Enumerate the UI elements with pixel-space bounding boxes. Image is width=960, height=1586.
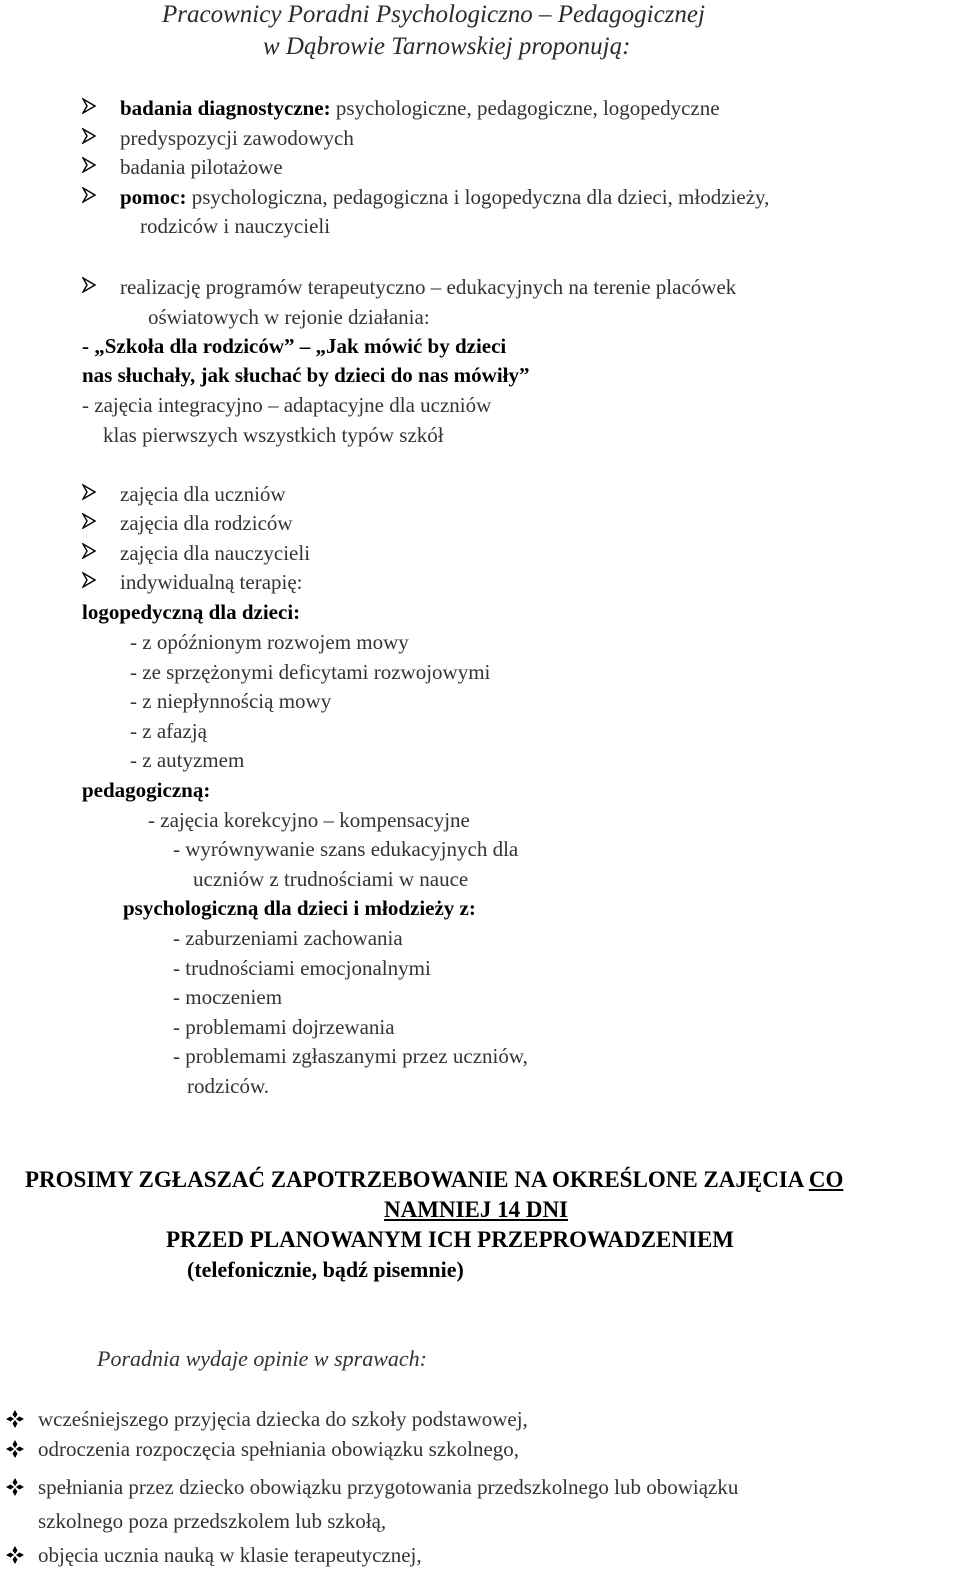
notice-line-3: PRZED PLANOWANYM ICH PRZEPROWADZENIEM: [166, 1227, 734, 1252]
classes-students: zajęcia dla uczniów: [120, 482, 286, 506]
diamond-bullet-icon: [6, 1478, 24, 1496]
integration-line-2: klas pierwszych wszystkich typów szkół: [103, 423, 444, 447]
header-line-2: w Dąbrowie Tarnowskiej proponują:: [263, 33, 631, 60]
offer-programs-line-2: oświatowych w rejonie działania:: [148, 305, 430, 329]
speech-item: - ze sprzężonymi deficytami rozwojowymi: [130, 660, 491, 684]
offer-diagnostic-label: badania diagnostyczne:: [120, 96, 331, 120]
speech-item: - z niepłynnością mowy: [130, 689, 332, 713]
speech-item: - z afazją: [130, 719, 207, 743]
speech-item: - z autyzmem: [130, 748, 245, 772]
notice-line-1-underlined: CO: [808, 1167, 844, 1192]
pedagogical-item: - wyrównywanie szans edukacyjnych dla: [173, 837, 519, 861]
arrow-bullet-icon: [82, 484, 96, 500]
arrow-bullet-icon: [82, 157, 96, 173]
arrow-bullet-icon: [82, 572, 96, 588]
offer-diagnostic: [120, 95, 720, 121]
integration-line-1: - zajęcia integracyjno – adaptacyjne dla uczniów: [82, 393, 492, 417]
psychological-item: - zaburzeniami zachowania: [173, 926, 403, 950]
offer-help: [120, 184, 769, 210]
arrow-bullet-icon: [82, 98, 96, 114]
pedagogical-item-cont: uczniów z trudnościami w nauce: [193, 867, 469, 891]
offer-help-label: pomoc:: [120, 185, 187, 209]
psychological-heading: psychologiczną dla dzieci i młodzieży z:: [123, 896, 476, 920]
arrow-bullet-icon: [82, 128, 96, 144]
psychological-item-cont: rodziców.: [187, 1074, 270, 1098]
pedagogical-heading: pedagogiczną:: [82, 778, 211, 802]
notice-line-4: (telefonicznie, bądź pisemnie): [187, 1257, 464, 1282]
diamond-bullet-icon: [6, 1546, 24, 1564]
pedagogical-item: - zajęcia korekcyjno – kompensacyjne: [148, 808, 470, 832]
classes-parents: zajęcia dla rodziców: [120, 511, 293, 535]
diamond-bullet-icon: [6, 1440, 24, 1458]
classes-teachers: zajęcia dla nauczycieli: [120, 541, 311, 565]
offer-programs-line-1: realizację programów terapeutyczno – edukacyjnych na terenie placówek: [120, 275, 737, 299]
opinion-item: objęcia ucznia nauką w klasie terapeutycznej,: [38, 1543, 422, 1567]
arrow-bullet-icon: [82, 277, 96, 293]
opinion-item: odroczenia rozpoczęcia spełniania obowiązku szkolnego,: [38, 1437, 520, 1461]
psychological-item: - moczeniem: [173, 985, 283, 1009]
offer-help-cont: rodziców i nauczycieli: [140, 214, 331, 238]
offer-career: predyspozycji zawodowych: [120, 126, 354, 150]
arrow-bullet-icon: [82, 543, 96, 559]
opinion-item-cont: szkolnego poza przedszkolem lub szkołą,: [38, 1509, 387, 1533]
school-for-parents-line-1: - „Szkoła dla rodziców” – „Jak mówić by dzieci: [82, 334, 507, 358]
psychological-item: - problemami zgłaszanymi przez uczniów,: [173, 1044, 528, 1068]
header-line-1: Pracownicy Poradni Psychologiczno – Pedagogicznej: [162, 1, 705, 28]
offer-diagnostic-text: psychologiczne, pedagogiczne, logopedyczne: [330, 96, 720, 120]
opinion-item: spełniania przez dziecko obowiązku przygotowania przedszkolnego lub obowiązku: [38, 1475, 739, 1499]
offer-help-text: psychologiczna, pedagogiczna i logopedyczna dla dzieci, młodzieży,: [186, 185, 770, 209]
notice-line-1-text: PROSIMY ZGŁASZAĆ ZAPOTRZEBOWANIE NA OKREŚLONE ZAJĘCIA: [25, 1167, 809, 1192]
speech-item: - z opóźnionym rozwojem mowy: [130, 630, 409, 654]
arrow-bullet-icon: [82, 187, 96, 203]
classes-therapy: indywidualną terapię:: [120, 570, 303, 594]
school-for-parents-line-2: nas słuchały, jak słuchać by dzieci do nas mówiły”: [82, 363, 530, 387]
diamond-bullet-icon: [6, 1410, 24, 1428]
notice-line-1: [25, 1166, 843, 1194]
notice-line-2: NAMNIEJ 14 DNI: [384, 1197, 568, 1222]
opinions-heading: Poradnia wydaje opinie w sprawach:: [97, 1346, 427, 1371]
psychological-item: - problemami dojrzewania: [173, 1015, 395, 1039]
arrow-bullet-icon: [82, 513, 96, 529]
offer-pilot: badania pilotażowe: [120, 155, 283, 179]
opinion-item: wcześniejszego przyjęcia dziecka do szkoły podstawowej,: [38, 1407, 528, 1431]
psychological-item: - trudnościami emocjonalnymi: [173, 956, 431, 980]
speech-therapy-heading: logopedyczną dla dzieci:: [82, 600, 301, 624]
